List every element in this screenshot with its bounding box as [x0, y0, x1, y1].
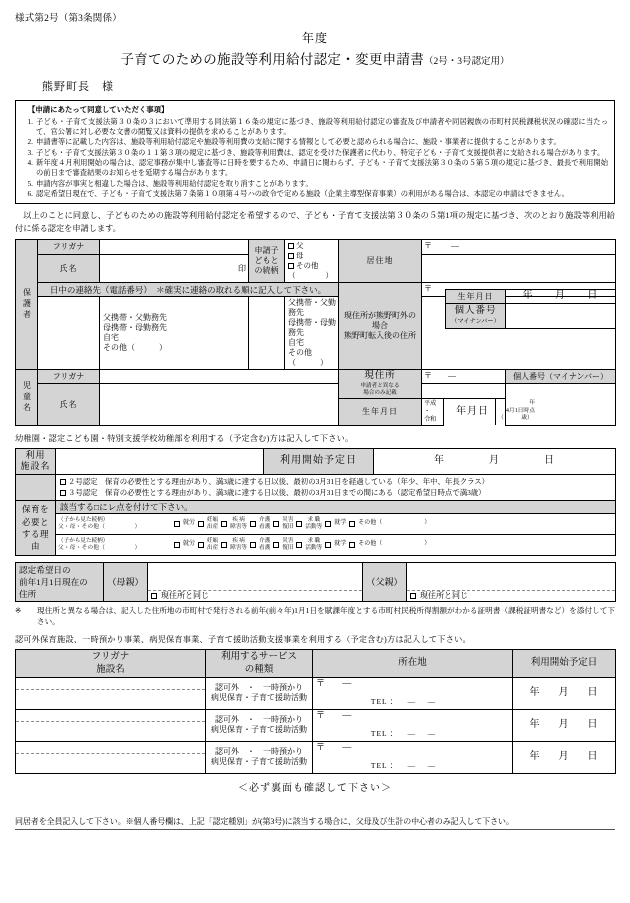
facility-name-cell[interactable] [16, 677, 206, 709]
service-line-1: 認可外 ・ 一時預かり [215, 715, 303, 725]
reason-label-line-3: する理 [21, 528, 49, 539]
reason-relation-1[interactable] [56, 517, 174, 532]
guardian-phone-1-input[interactable] [38, 297, 100, 370]
facilities-table [15, 649, 616, 774]
tel-dash-1: ― [407, 761, 417, 771]
child-mynumber-label: 個人番号（マイナンバー） [506, 370, 616, 384]
era-dot: ・ [424, 408, 431, 416]
ymd-year: 年 [529, 751, 541, 763]
ymd-month: 月 [489, 454, 500, 466]
certification-option-3go-label: ３号認定 保育の必要性とする理由があり、満3歳に達する日以後、最初の3月31日までの間にある（認定希望日時点で満3歳） [68, 488, 486, 498]
facilities-row [16, 677, 616, 709]
era-heisei: 平成 [424, 400, 437, 408]
facilities-lead: 認可外保育施設、一時預かり事業、病児保育事業、子育て援助活動支援事業を利用する（予定含む)方は記入して下さい。 [15, 635, 471, 645]
reason-label-saigai: 災害 復旧 [282, 538, 294, 552]
postal-mark-icon: 〒 [424, 284, 433, 294]
checkbox-icon[interactable] [60, 490, 66, 496]
checkbox-icon[interactable] [221, 542, 227, 548]
inkan-seal-label: 印 [238, 263, 246, 273]
guardian-birth-mynumber-table [445, 289, 616, 329]
checkbox-icon[interactable] [410, 593, 416, 599]
guardian-birth-input[interactable] [506, 290, 616, 304]
postal-dash: ― [448, 371, 457, 381]
child-address-label-text: 現住所 [364, 371, 396, 382]
reason-row-2-cell[interactable] [56, 535, 616, 556]
father-address-line[interactable] [407, 568, 615, 591]
kindergarten-facility-label [16, 448, 56, 474]
facilities-col-name-line-1: フリガナ [91, 652, 130, 663]
ymd-month: 月 [467, 405, 478, 417]
phone-kind-option: 父携帯・父勤務先 [103, 313, 167, 323]
reason-check-shurou[interactable] [174, 520, 195, 528]
guardian-relation-options[interactable] [285, 239, 339, 283]
child-address-postal[interactable] [422, 370, 506, 384]
guardian-residence-postal[interactable] [422, 239, 616, 254]
service-line-2: 病児保育・子育て援助活動 [211, 757, 307, 767]
previous-address-note [15, 605, 615, 627]
father-same-as-current[interactable] [407, 591, 615, 601]
age-line-2: 4月1日時点 [506, 407, 535, 414]
child-birth-label: 生年月日 [339, 399, 422, 425]
phone-kind-option: 自宅 [288, 338, 304, 348]
kindergarten-table [15, 448, 616, 557]
certification-type-row [16, 474, 616, 500]
reason-row-1-cell[interactable] [56, 514, 616, 535]
reason-label-line-4: 由 [30, 541, 40, 552]
facility-tel[interactable] [313, 761, 512, 770]
certification-option-2go-label: ２号認定 保育の必要性とする理由があり、満3歳に達する日以後、最初の3月31日を経過している（年少、年中、年長クラス） [68, 476, 490, 486]
bottom-note: 同居者を全員記入して下さい。※個人番号欄は、上記「認定種別」が(第3号)に該当する場合に、父母及び生計の中心者のみ記入して下さい。 [15, 816, 615, 830]
facilities-col-name-line-2: 施設名 [96, 664, 125, 675]
facility-service-type[interactable] [206, 677, 313, 709]
check-instruction-row [16, 500, 616, 514]
consent-item-number: 6. [27, 189, 33, 199]
guardian-birth-label: 生年月日 [446, 290, 506, 304]
previous-address-row [16, 563, 616, 602]
checkbox-icon[interactable] [288, 243, 294, 249]
ymd-month: 月 [554, 290, 566, 302]
postal-dash: ― [342, 677, 353, 688]
phone-kind-option: 母携帯・母勤務先 [103, 323, 167, 333]
checkbox-icon[interactable] [198, 521, 204, 527]
child-birth-input[interactable] [422, 399, 535, 425]
child-age-box [495, 399, 537, 424]
checkbox-icon[interactable] [250, 542, 256, 548]
postal-mark-icon: 〒 [316, 709, 327, 720]
guardian-mynumber-row [446, 304, 616, 329]
relation-note: （子から見た続柄） [58, 516, 109, 523]
phone-kind-option: 自宅 [103, 333, 119, 343]
facility-furigana-input[interactable] [16, 678, 205, 690]
relation-option-father[interactable] [288, 241, 336, 251]
child-address-note-1: 申請者と異なる [360, 383, 400, 390]
consent-item [22, 158, 608, 179]
facility-service-type[interactable] [206, 709, 313, 741]
relation-option-father-label: 父 [296, 240, 304, 250]
checkbox-icon[interactable] [296, 542, 302, 548]
facilities-row [16, 709, 616, 741]
ymd-month: 月 [558, 719, 570, 731]
checkbox-icon[interactable] [296, 521, 302, 527]
facility-label-line-1: 利用 [25, 449, 46, 460]
reason-row-1 [16, 514, 616, 535]
guardian-name-label: 氏名 [38, 255, 100, 283]
reason-label-shugaku: 就学 [334, 520, 347, 527]
ymd-year: 年 [529, 687, 541, 699]
reason-label-saigai: 災害 復旧 [282, 517, 294, 531]
prev-address-label-line-2: 前年1月1日現在の [19, 577, 88, 588]
facility-location-cell[interactable] [313, 709, 513, 741]
back-side-note: ＜必ず裏面も確認して下さい＞ [238, 782, 392, 794]
consent-item-text: 子ども・子育て支援法第３０条の１１第３項の規定に基づき、施設等利用費は、認定を受けた保護者に代わり、特定子ども・子育て支援提供者に支給される場合があります。 [36, 147, 605, 157]
ymd-day: 日 [587, 751, 599, 763]
era-reiwa: 令和 [424, 415, 437, 423]
guardian-mynumber-input[interactable] [506, 304, 616, 329]
facility-furigana-input[interactable] [16, 742, 205, 754]
consent-heading: 【申請にあたって同意していただく事項】 [28, 105, 169, 114]
reason-check-shugaku[interactable] [325, 541, 346, 549]
ymd-day: 日 [544, 454, 555, 466]
note-mark-icon: ※ [15, 606, 22, 616]
title-block [15, 29, 615, 68]
child-name-row [16, 384, 616, 399]
checkbox-icon[interactable] [198, 542, 204, 548]
ymd-day: 日 [478, 405, 489, 417]
certification-type-options[interactable] [56, 474, 616, 500]
reason-check-shippei[interactable] [221, 517, 247, 531]
facility-location-cell[interactable] [313, 741, 513, 773]
guardian-relation-label [249, 239, 285, 283]
guardian-furigana-label: フリガナ [38, 239, 100, 254]
reason-label-line-2: 必要と [21, 516, 49, 527]
child-birth-ymd[interactable] [450, 399, 495, 424]
consent-item-number: 2. [27, 137, 33, 147]
relation-choices: 父・母・その他（ ） [58, 524, 141, 531]
mother-label: （母親） [104, 563, 148, 602]
addressee: 熊野町長 様 [42, 81, 114, 93]
facility-start-date-input[interactable] [513, 677, 616, 709]
mother-same-label: 現住所と同じ [161, 591, 209, 601]
ymd-year: 年 [522, 290, 534, 302]
reason-label-shurou: 就労 [183, 541, 196, 548]
postal-mark-icon: 〒 [424, 371, 433, 381]
facilities-col-service [206, 650, 313, 678]
facilities-header-row [16, 650, 616, 678]
kindergarten-start-date-input[interactable] [374, 448, 616, 474]
reason-label-shippei: 疾 病 障害等 [230, 517, 248, 531]
facility-start-date-input[interactable] [513, 709, 616, 741]
moved-address-line-1: 現住所が熊野町外の場合 [344, 311, 416, 331]
child-furigana-label: フリガナ [38, 370, 100, 384]
guardian-furigana-row [16, 239, 616, 254]
check-instruction: 該当する□にレ点を付けて下さい。 [56, 500, 616, 514]
checkbox-icon[interactable] [174, 521, 180, 527]
ymd-day: 日 [587, 719, 599, 731]
reason-relation-2[interactable] [56, 538, 174, 553]
guardian-mynumber-label-text: 個人番号 [454, 306, 497, 317]
consent-item [22, 148, 608, 158]
facility-service-type[interactable] [206, 741, 313, 773]
consent-item-text: 子ども・子育て支援法第３０条の３において準用する同法第１６条の規定に基づき、施設等利用給付認定の審査及び申請者や同居親族の市町村民税課税状況の確認に当たって、官公署に対し必要な文書の閲覧又は資料の提供を求めることがあります。 [36, 116, 608, 136]
checkbox-icon[interactable] [60, 479, 66, 485]
guardian-contact-header: 日中の連絡先（電話番号） ＊確実に連絡の取れる順に記入して下さい。 [38, 283, 339, 297]
facilities-col-service-line-1: 利用するサービス [220, 652, 297, 663]
consent-item [22, 179, 608, 189]
prev-address-label-line-3: 住所 [19, 589, 37, 600]
facility-postal[interactable] [313, 678, 512, 689]
facility-furigana-input[interactable] [16, 710, 205, 722]
reason-label-kaigo: 介護 看護 [259, 517, 271, 531]
reason-label-kyushoku: 求 職 活動等 [305, 517, 323, 531]
phone-kind-option: その他（ ） [288, 348, 328, 368]
guardian-relation-label-text: 申請子どもとの続柄 [254, 246, 279, 276]
facilities-row [16, 741, 616, 773]
tel-label: TEL： [370, 697, 397, 707]
guardian-phone-1-kinds[interactable] [100, 297, 249, 370]
certification-option-2go[interactable] [60, 476, 613, 487]
reason-check-shugaku[interactable] [325, 520, 346, 528]
service-line-1: 認可外 ・ 一時預かり [215, 683, 303, 693]
checkbox-icon[interactable] [273, 521, 279, 527]
reason-label-shugaku: 就学 [334, 541, 347, 548]
checkbox-icon[interactable] [151, 593, 157, 599]
tel-label: TEL： [370, 729, 397, 739]
service-line-2: 病児保育・子育て援助活動 [211, 725, 307, 735]
reason-check-ninshin[interactable] [198, 538, 218, 552]
reason-check-other[interactable] [349, 520, 430, 528]
reason-check-shippei[interactable] [221, 538, 247, 552]
child-birth-era[interactable] [422, 399, 450, 424]
tel-dash-2: ― [427, 761, 437, 771]
reason-label-shurou: 就労 [183, 520, 196, 527]
child-address-note-2: 場合のみ記載 [363, 390, 397, 397]
kindergarten-start-date-label: 利用開始予定日 [264, 448, 374, 474]
facility-start-ymd[interactable] [513, 751, 615, 764]
ymd-month: 月 [558, 751, 570, 763]
guardian-mynumber-sub: （マイナンバー） [451, 318, 500, 326]
previous-address-table [15, 562, 616, 602]
reason-label-shippei: 疾 病 障害等 [230, 538, 248, 552]
reason-label-other: その他（ ） [358, 520, 431, 527]
phone-kind-option: その他（ ） [103, 343, 167, 353]
applicant-table [15, 239, 616, 426]
age-line-1: 年 [529, 400, 535, 407]
child-name-input[interactable] [100, 384, 339, 425]
consent-list [22, 117, 608, 200]
relation-option-other-label: その他 [296, 261, 319, 271]
facility-tel[interactable] [313, 697, 512, 706]
ymd-year: 年 [434, 454, 445, 466]
reason-label-kaigo: 介護 看護 [259, 538, 271, 552]
tel-dash-2: ― [427, 729, 437, 739]
guardian-birth-ymd[interactable] [506, 290, 615, 303]
relation-other-blank[interactable]: （ ） [288, 271, 333, 281]
checkbox-icon[interactable] [349, 542, 355, 548]
guardian-right-column [445, 289, 615, 329]
facility-start-ymd[interactable] [513, 687, 615, 700]
reason-check-ninshin[interactable] [198, 517, 218, 531]
checkbox-icon[interactable] [288, 263, 294, 269]
kindergarten-start-ymd[interactable] [374, 455, 615, 468]
postal-dash: ― [342, 709, 353, 720]
postal-dash: ― [342, 741, 353, 752]
consent-item [22, 117, 608, 138]
father-label: （父親） [363, 563, 407, 602]
ymd-day: 日 [587, 687, 599, 699]
consent-item-text: 申請書等に記載した内容は、施設等利用給付認定や施設等利用費の支給に関する情報として必要と認められる場合に、施設・事業者に提供することがあります。 [36, 137, 561, 147]
child-name-label: 氏名 [38, 384, 100, 425]
child-furigana-row [16, 370, 616, 384]
tel-dash-1: ― [407, 697, 417, 707]
child-section-label [16, 370, 38, 425]
service-line-1: 認可外 ・ 一時預かり [215, 747, 303, 757]
checkbox-icon[interactable] [250, 521, 256, 527]
checkbox-icon[interactable] [221, 521, 227, 527]
checkbox-icon[interactable] [273, 542, 279, 548]
postal-dash: ― [451, 240, 460, 250]
facility-name-cell[interactable] [16, 741, 206, 773]
moved-address-line-2: 熊野町転入後の住所 [344, 331, 416, 341]
guardian-section-label [16, 239, 38, 370]
certification-option-3go[interactable] [60, 487, 613, 498]
kindergarten-lead: 幼稚園・認定こども園・特別支援学校幼稚部を利用する（予定含む)方は記入して下さい。 [15, 433, 354, 443]
facility-start-date-input[interactable] [513, 741, 616, 773]
reason-check-other[interactable] [349, 541, 430, 549]
reason-label-ninshin: 妊娠 出産 [207, 538, 219, 552]
consent-item [22, 189, 608, 199]
relation-choices: 父・母・その他（ ） [58, 545, 141, 552]
checkbox-icon[interactable] [349, 521, 355, 527]
guardian-moved-address-label [339, 283, 422, 370]
title-year: 年度 [301, 31, 328, 45]
checkbox-icon[interactable] [325, 521, 331, 527]
service-line-2: 病児保育・子育て援助活動 [211, 693, 307, 703]
facility-name-cell[interactable] [16, 709, 206, 741]
mother-address-line[interactable] [148, 568, 362, 591]
child-section-label-text: 児童名 [22, 381, 32, 415]
consent-item-text: 新年度４月利用開始の場合は、認定事務が集中し審査等に日時を要するため、申請日に関わらず、子ども・子育て支援法第３０条の５第５項の規定に基づき、最長で利用開始の前日まで審査結果のお知らせを延期する場合があります。 [36, 157, 608, 178]
consent-item [22, 137, 608, 147]
guardian-furigana-input[interactable] [100, 239, 249, 254]
child-address-label [339, 370, 422, 399]
checkbox-icon[interactable] [288, 253, 294, 259]
relation-option-mother[interactable] [288, 251, 336, 261]
father-same-label: 現住所と同じ [420, 591, 468, 601]
previous-address-label [16, 563, 104, 602]
postal-mark-icon: 〒 [424, 240, 433, 250]
phone-kind-option: 父携帯・父勤務先 [288, 298, 336, 318]
prev-address-label-line-1: 認定希望日の [19, 565, 71, 576]
checkbox-icon[interactable] [174, 542, 180, 548]
consent-item-number: 4. [27, 157, 33, 167]
facilities-col-name [16, 650, 206, 678]
reason-check-kyushoku[interactable] [296, 538, 322, 552]
reason-check-kaigo[interactable] [250, 517, 270, 531]
father-address-input[interactable] [407, 563, 616, 602]
reason-check-saigai[interactable] [273, 538, 293, 552]
certification-type-label-cell [16, 474, 56, 500]
phone-kind-option: 母携帯・母勤務先 [288, 318, 336, 338]
kindergarten-facility-row [16, 448, 616, 474]
relation-option-other[interactable] [288, 261, 336, 271]
relation-option-mother-label: 母 [296, 251, 304, 261]
ymd-month: 月 [558, 687, 570, 699]
facility-tel[interactable] [313, 729, 512, 738]
title-main-text: 子育てのための施設等利用給付認定・変更申請書 [120, 52, 425, 67]
tel-dash-1: ― [407, 729, 417, 739]
reason-label-other: その他（ ） [358, 541, 431, 548]
reason-label-line-1: 保育を [21, 504, 49, 515]
guardian-residence-input[interactable] [422, 255, 616, 283]
reason-check-shurou[interactable] [174, 541, 195, 549]
guardian-phone-2-input[interactable] [249, 297, 285, 370]
mother-address-input[interactable] [148, 563, 363, 602]
facility-start-ymd[interactable] [513, 719, 615, 732]
consent-item-number: 3. [27, 147, 33, 157]
reason-check-kyushoku[interactable] [296, 517, 322, 531]
guardian-mynumber-label [446, 304, 506, 329]
child-furigana-input[interactable] [100, 370, 339, 384]
consent-item-text: 申請内容が事実と相違した場合は、施設等利用給付認定を取り消すことがあります。 [36, 178, 313, 188]
consent-box [15, 100, 615, 204]
mother-same-as-current[interactable] [148, 591, 362, 601]
postal-mark-icon: 〒 [316, 741, 327, 752]
reason-label-ninshin: 妊娠 出産 [207, 517, 219, 531]
page-title [15, 48, 615, 68]
reason-label-kyushoku: 求 職 活動等 [305, 538, 323, 552]
facilities-col-service-line-2: の種類 [244, 664, 274, 675]
guardian-name-input[interactable] [100, 255, 249, 283]
intro-paragraph: 以上のことに同意し、子どものための施設等利用給付認定を希望するので、子ども・子育て支援法第３０条の５第1項の規定に基づき、次のとおり施設等利用給付に係る認定を申請します。 [15, 211, 615, 233]
ymd-year: 年 [456, 405, 467, 417]
tel-label: TEL： [370, 761, 397, 771]
guardian-section-label-text: 保護者 [22, 288, 32, 322]
child-address-input[interactable] [422, 384, 506, 399]
facility-postal[interactable] [313, 710, 512, 721]
note-text: 現住所と異なる場合は、記入した住所地の市町村で発行される前年(前々年)1月1日を賦課年度とする市町村民税所得割額がわかる証明書（課税証明書など）を添付して下さい。 [37, 606, 615, 627]
consent-item-text: 認定希望日現在で、子ども・子育て支援法第７条第１０項第４号ハの政令で定める施設（企業主導型保育事業）の利用がある場合は、本認定の申請はできません。 [36, 189, 569, 199]
consent-item-number: 1. [27, 116, 33, 126]
form-number: 様式第2号（第3条関係） [15, 14, 122, 24]
facilities-col-start-date: 利用開始予定日 [513, 650, 616, 678]
ymd-day: 日 [587, 290, 599, 302]
facility-location-cell[interactable] [313, 677, 513, 709]
reason-check-saigai[interactable] [273, 517, 293, 531]
checkbox-icon[interactable] [325, 542, 331, 548]
kindergarten-facility-input[interactable] [56, 448, 264, 474]
reason-checkbox-group[interactable] [56, 514, 615, 534]
tel-dash-2: ― [427, 697, 437, 707]
title-subtitle: （2号・3号認定用） [424, 57, 510, 67]
reason-section-label [16, 500, 56, 556]
reason-checkbox-group[interactable] [56, 535, 615, 555]
guardian-birth-row [446, 290, 616, 304]
facility-postal[interactable] [313, 742, 512, 753]
guardian-residence-label: 居住地 [339, 239, 422, 283]
reason-check-kaigo[interactable] [250, 538, 270, 552]
relation-note: （子から見た続柄） [58, 537, 109, 544]
facilities-col-location: 所在地 [313, 650, 513, 678]
ymd-year: 年 [529, 719, 541, 731]
consent-item-number: 5. [27, 178, 33, 188]
age-line-3: （ 歳） [498, 415, 533, 422]
guardian-phone-2-kinds[interactable] [285, 297, 339, 370]
reason-row-2 [16, 535, 616, 556]
postal-mark-icon: 〒 [316, 677, 327, 688]
facility-label-line-2: 施設名 [20, 461, 51, 472]
